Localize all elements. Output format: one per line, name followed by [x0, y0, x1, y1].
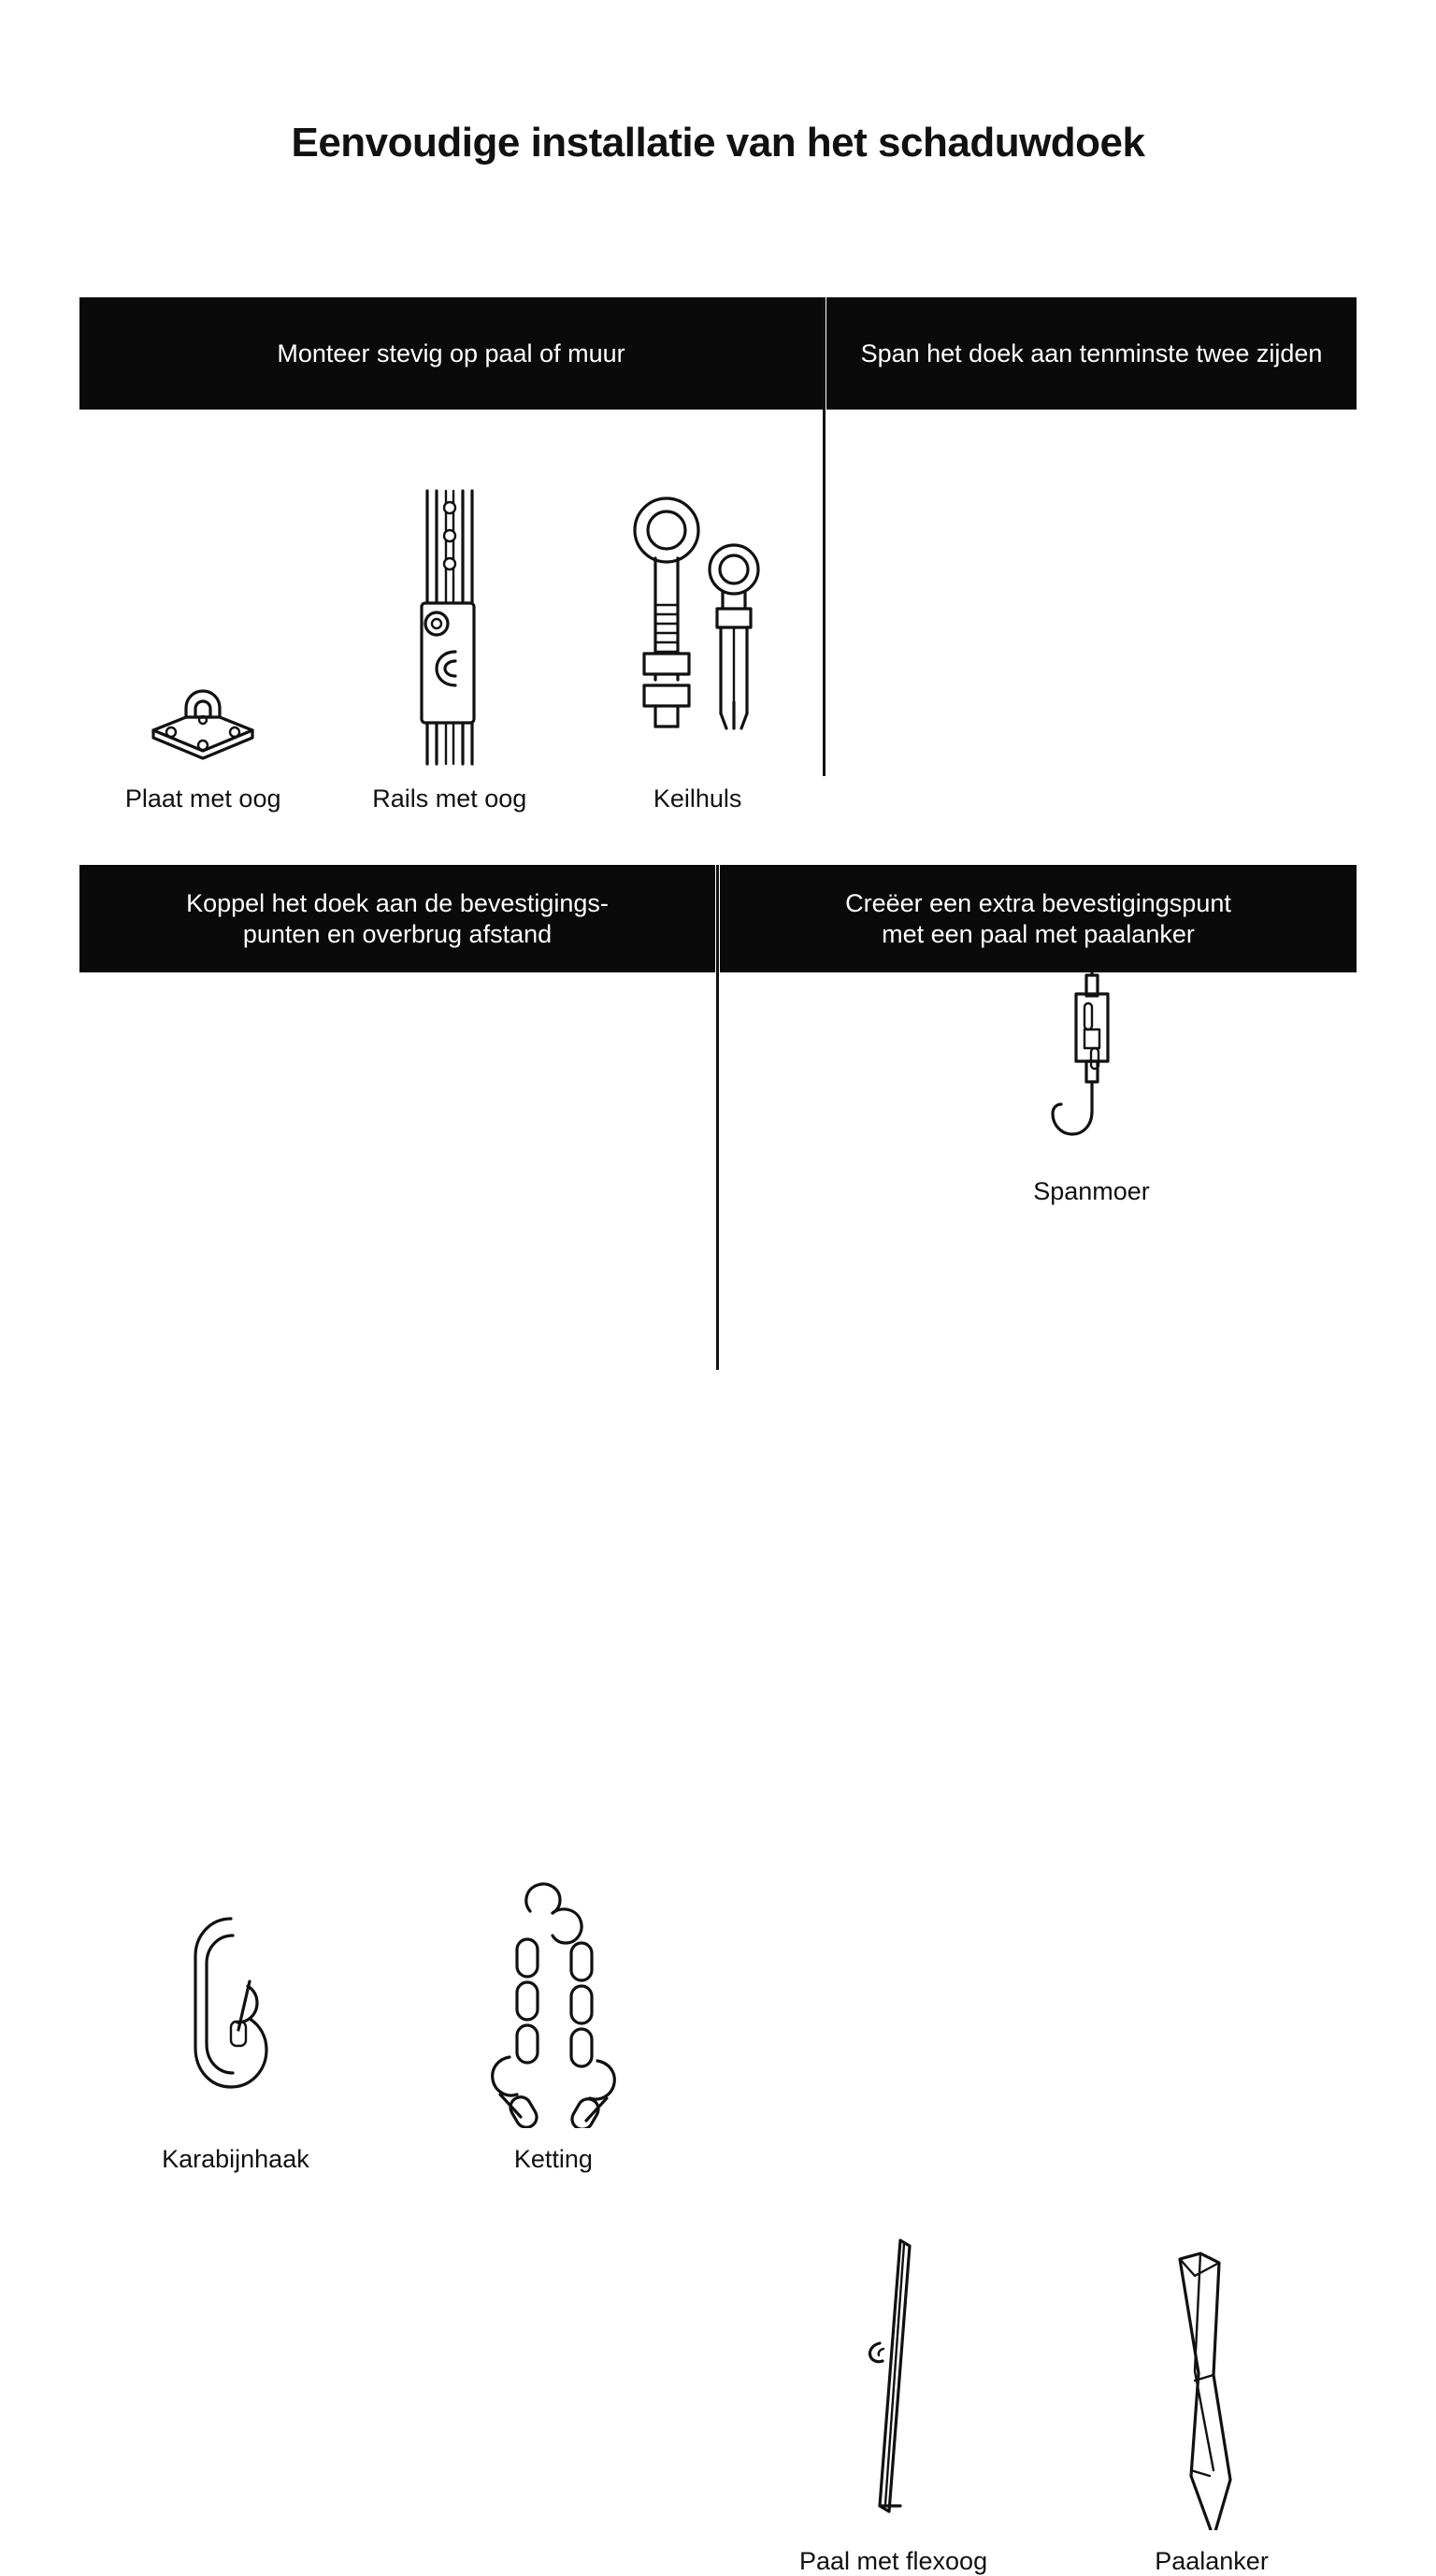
section-4-heading-band [720, 865, 1357, 972]
divider-bottom [716, 865, 719, 1370]
divider-top [823, 297, 826, 776]
item-caption: Spanmoer [1033, 1177, 1150, 1205]
item-caption: Plaat met oog [124, 784, 281, 813]
expansion-bolt-icon [618, 487, 777, 768]
item-paal-met-flexoog [799, 2222, 987, 2576]
item-caption: Ketting [513, 2145, 593, 2173]
section-1-heading-band [79, 297, 823, 410]
eye-plate-icon [133, 655, 273, 768]
section-3-heading [79, 865, 715, 972]
section-2-heading: Span het doek aan tenminste twee zijden [826, 297, 1357, 410]
section-3-heading-line-2: punten en overbrug afstand [242, 919, 553, 948]
item-caption: Paal met flexoog [798, 2547, 988, 2575]
item-paalanker [1146, 2231, 1277, 2576]
item-karabijnhaak [162, 1876, 309, 2174]
section-1-items [79, 421, 823, 813]
section-4-heading [720, 865, 1357, 972]
section-2-heading-band [826, 297, 1357, 410]
section-1-heading: Monteer stevig op paal of muur [79, 297, 823, 410]
item-rails-met-oog [372, 487, 526, 813]
rail-with-eye-icon [394, 487, 506, 768]
item-plaat-met-oog [125, 655, 281, 813]
item-keilhuls [618, 487, 777, 813]
item-caption: Rails met oog [372, 784, 527, 813]
section-3-items [79, 1772, 715, 2174]
item-caption: Keilhuls [653, 784, 742, 813]
item-caption: Paalanker [1155, 2547, 1269, 2575]
ground-anchor-icon [1146, 2231, 1277, 2530]
page-title: Eenvoudige installatie van het schaduwdoek [291, 120, 1145, 165]
section-3-heading-line-1: Koppel het doek aan de bevestigings- [186, 888, 609, 917]
pole-with-flex-eye-icon [842, 2222, 945, 2530]
item-ketting [474, 1857, 633, 2174]
item-caption: Karabijnhaak [162, 2145, 309, 2173]
section-4-items [720, 2174, 1357, 2576]
section-4-heading-line-1: Creëer een extra bevestigingspunt [845, 888, 1231, 917]
chain-icon [474, 1857, 633, 2128]
section-3-heading-band [79, 865, 715, 972]
carabiner-icon [175, 1876, 296, 2128]
section-4-heading-line-2: met een paal met paalanker [882, 919, 1195, 948]
